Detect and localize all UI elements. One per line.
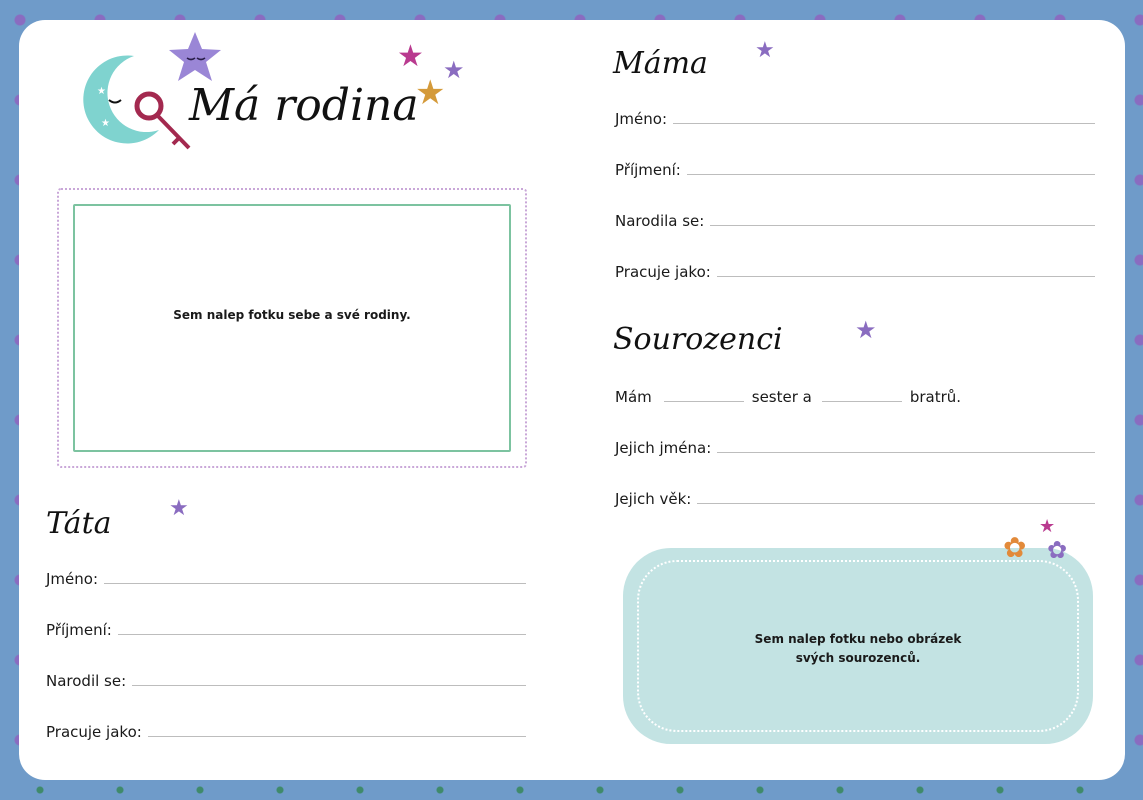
caption-line-2: svých sourozenců. [795, 651, 921, 665]
write-line[interactable] [697, 503, 1095, 504]
sibling-age-field[interactable] [615, 488, 1095, 508]
field-label: Jejich jména: [615, 439, 712, 457]
star-icon: ★ [855, 316, 877, 344]
write-line[interactable] [717, 276, 1095, 277]
star-icon: ★ [443, 56, 465, 84]
count-prefix: Mám [615, 388, 652, 406]
mama-pracuje-field[interactable] [615, 261, 1095, 281]
page-title: Má rodina [189, 80, 419, 131]
tata-narodil-field[interactable] [46, 670, 526, 690]
mama-heading: Máma [613, 46, 708, 81]
star-icon: ★ [1039, 516, 1056, 537]
mama-jmeno-field[interactable] [615, 108, 1095, 128]
tata-heading: Táta [46, 506, 112, 541]
sourozenci-heading: Sourozenci [613, 322, 783, 357]
star-face-icon [167, 30, 223, 84]
write-line[interactable] [104, 583, 526, 584]
write-line[interactable] [710, 225, 1095, 226]
brothers-count-line[interactable] [822, 401, 902, 402]
field-label: Příjmení: [615, 161, 681, 179]
family-photo-frame[interactable] [57, 188, 527, 468]
field-label: Narodil se: [46, 672, 127, 690]
svg-text:★: ★ [97, 86, 106, 97]
star-icon: ★ [169, 496, 189, 521]
count-middle: sester a [751, 388, 812, 406]
flower-icon: ✿ [1003, 531, 1027, 564]
tata-pracuje-field[interactable] [46, 721, 526, 741]
album-page [19, 20, 1125, 780]
key-icon [131, 86, 195, 154]
mama-narodila-field[interactable] [615, 210, 1095, 230]
count-suffix: bratrů. [909, 388, 962, 406]
write-line[interactable] [687, 174, 1095, 175]
field-label: Jejich věk: [615, 490, 692, 508]
write-line[interactable] [717, 452, 1095, 453]
star-icon: ★ [397, 39, 424, 74]
write-line[interactable] [673, 123, 1095, 124]
field-label: Pracuje jako: [46, 723, 142, 741]
flower-icon: ✿ [1047, 536, 1068, 564]
svg-text:★: ★ [101, 118, 110, 129]
field-label: Příjmení: [46, 621, 112, 639]
write-line[interactable] [148, 736, 526, 737]
write-line[interactable] [132, 685, 526, 686]
svg-text:★: ★ [113, 67, 124, 81]
field-label: Narodila se: [615, 212, 705, 230]
field-label: Pracuje jako: [615, 263, 711, 281]
sibling-count-row [615, 386, 975, 406]
sibling-names-field[interactable] [615, 437, 1095, 457]
tata-jmeno-field[interactable] [46, 568, 526, 588]
field-label: Jméno: [46, 570, 99, 588]
star-icon: ★ [415, 73, 446, 113]
sisters-count-line[interactable] [664, 401, 744, 402]
sibling-photo-area[interactable] [623, 548, 1093, 744]
sibling-photo-caption [623, 630, 1093, 668]
mama-prijmeni-field[interactable] [615, 159, 1095, 179]
field-label: Jméno: [615, 110, 668, 128]
photo-frame-caption: Sem nalep fotku sebe a své rodiny. [173, 308, 411, 322]
write-line[interactable] [118, 634, 526, 635]
frame-border [73, 204, 511, 452]
caption-line-1: Sem nalep fotku nebo obrázek [754, 632, 962, 646]
tata-prijmeni-field[interactable] [46, 619, 526, 639]
star-icon: ★ [755, 38, 775, 63]
